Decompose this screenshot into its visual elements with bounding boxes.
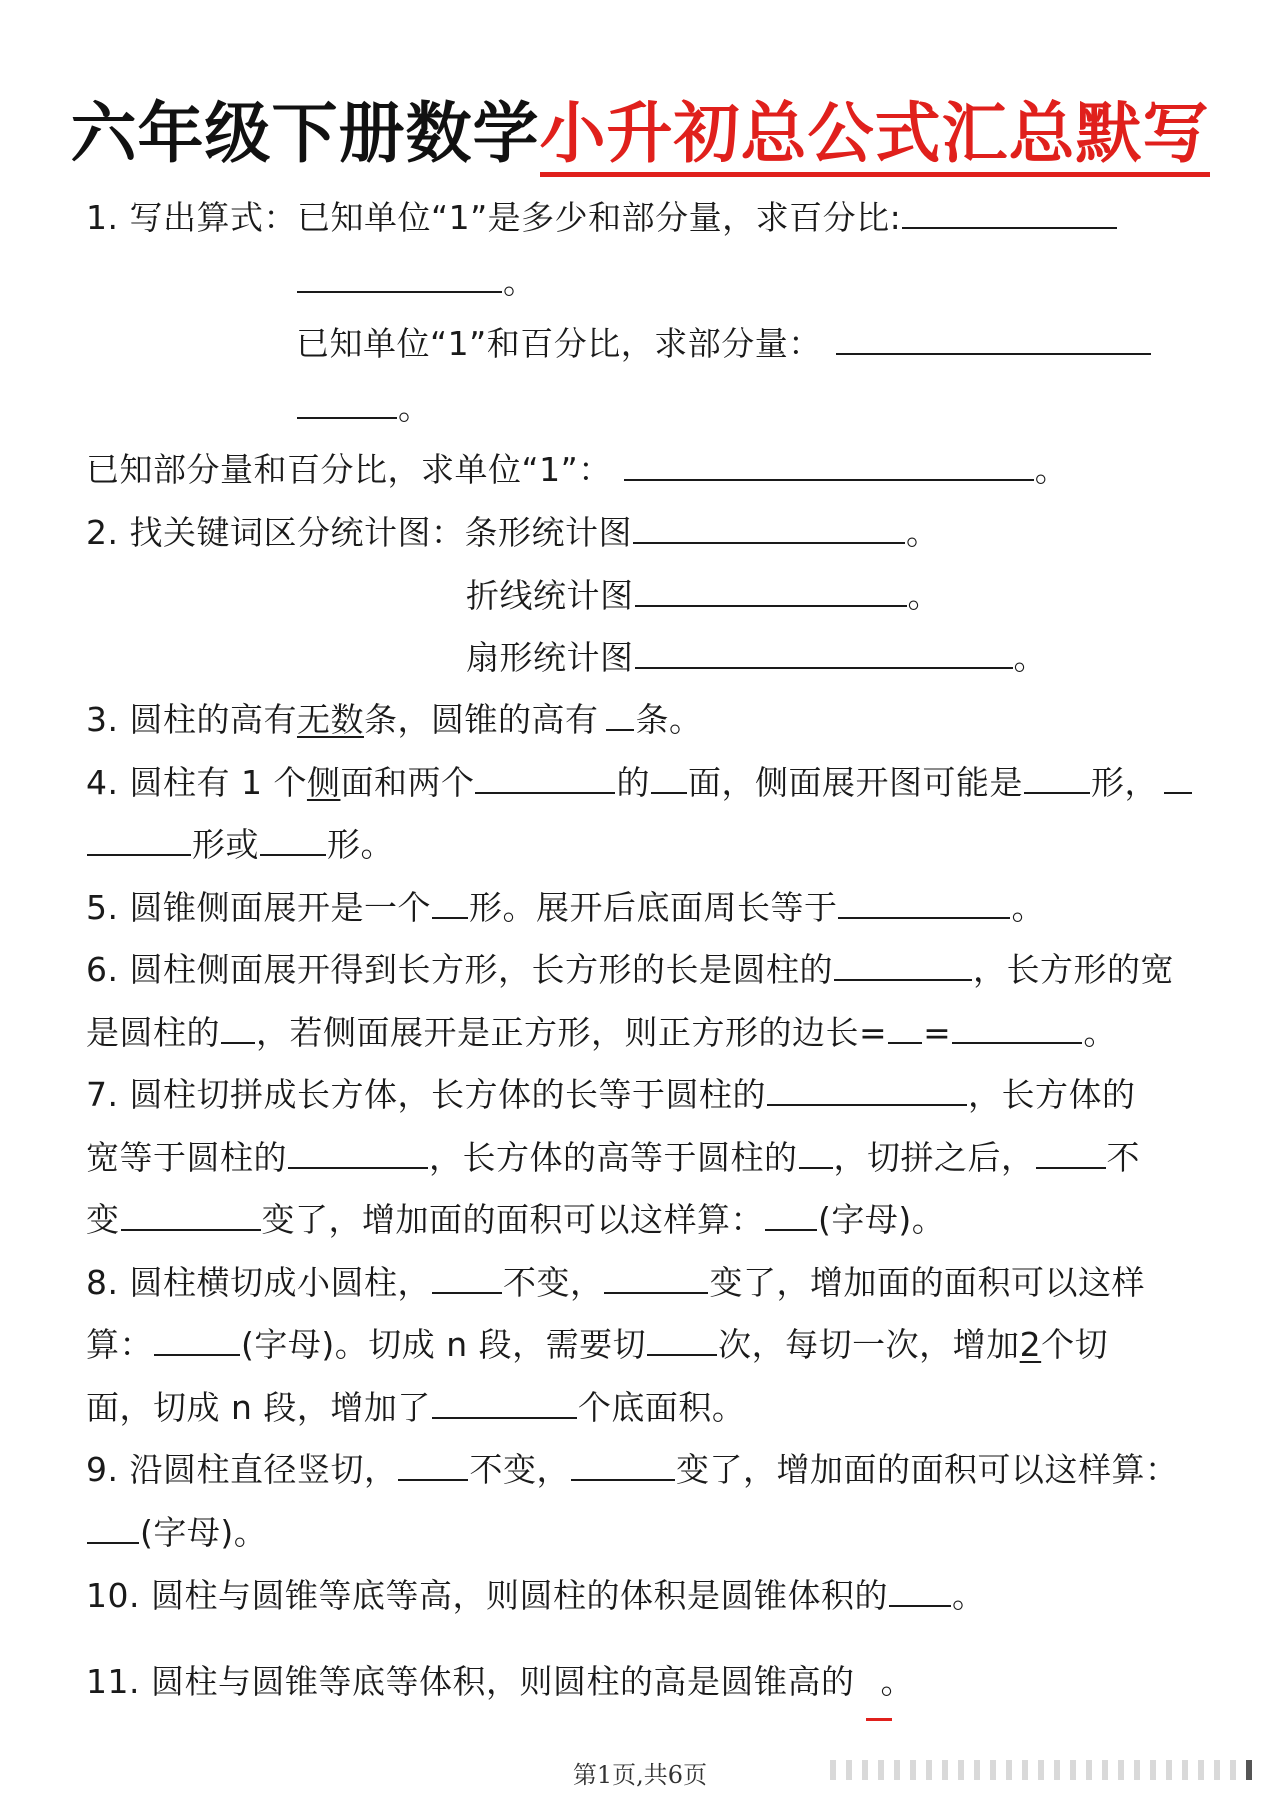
q9-text-b: 不变，	[469, 1450, 570, 1489]
q7-text-i: (字母)。	[818, 1200, 946, 1239]
q6-line-2	[86, 1011, 1117, 1055]
q1-period-3: 。	[1034, 450, 1069, 489]
q4-blank-4-cont[interactable]	[87, 824, 191, 856]
q7-line-3	[86, 1198, 945, 1242]
q7-blank-2[interactable]	[288, 1137, 428, 1169]
page-number-footer: 第1页,共6页	[572, 1761, 708, 1789]
q7-text-d: ，长方体的高等于圆柱的	[429, 1138, 798, 1177]
q3-text-a: 3. 圆柱的高有	[86, 700, 297, 739]
q1-period-2: 。	[398, 388, 432, 427]
title-part-1: 六年级下册数学	[70, 95, 540, 172]
q8-blank-5[interactable]	[432, 1387, 577, 1419]
q5-text-c: 。	[1011, 888, 1045, 927]
q4-text-d: 的	[616, 763, 650, 802]
q1-blank-1[interactable]	[902, 197, 1117, 229]
q2-blank-pie[interactable]	[635, 637, 1013, 669]
q7-blank-1[interactable]	[767, 1074, 967, 1106]
title-part-2-highlight: 小升初总公式汇总默写	[540, 95, 1210, 177]
q9-blank-2[interactable]	[571, 1449, 675, 1481]
q7-text-h: 变了，增加面的面积可以这样算：	[261, 1200, 764, 1239]
q6-text-a: 6. 圆柱侧面展开得到长方形，长方形的长是圆柱的	[86, 950, 833, 989]
q4-text-g: 形或	[192, 825, 259, 864]
q11-text-b: 。	[880, 1662, 914, 1701]
q6-text-c: 是圆柱的	[86, 1013, 220, 1052]
q4-blank-2[interactable]	[651, 762, 687, 794]
q1-line-1	[86, 196, 1118, 240]
q8-text-a: 8. 圆柱横切成小圆柱，	[86, 1263, 431, 1302]
q4-line-2	[86, 823, 394, 867]
q10-blank[interactable]	[889, 1575, 951, 1607]
q6-text-f: 。	[1083, 1013, 1117, 1052]
q3-text-d: 条。	[635, 700, 703, 739]
q1-text-a: 1. 写出算式：已知单位“1”是多少和部分量，求百分比:	[86, 198, 902, 237]
q4-blank-4[interactable]	[1164, 762, 1192, 794]
q8-blank-3[interactable]	[154, 1324, 240, 1356]
q9-line-2	[86, 1511, 267, 1555]
q3-line	[86, 698, 702, 742]
q11-red-underline-mark	[866, 1718, 892, 1721]
q7-text-b: ，长方体的	[967, 1075, 1136, 1114]
q2-period-1: 。	[905, 513, 940, 552]
q7-blank-5[interactable]	[121, 1199, 261, 1231]
q4-blank-1[interactable]	[475, 762, 615, 794]
q9-line-1	[86, 1448, 1178, 1492]
q4-text-f: 形，	[1090, 763, 1158, 802]
q10-line	[86, 1574, 985, 1618]
q7-text-e: ，切拼之后，	[833, 1138, 1035, 1177]
q1-line-5	[86, 448, 1068, 492]
q7-line-1	[86, 1073, 1135, 1117]
q9-text-d: (字母)。	[140, 1513, 268, 1552]
q6-text-b: ，长方形的宽	[972, 950, 1174, 989]
q8-line-2	[86, 1323, 1108, 1367]
q3-blank[interactable]	[606, 699, 634, 731]
q8-blank-1[interactable]	[432, 1262, 502, 1294]
q1-blank-3[interactable]	[624, 449, 1034, 481]
q5-blank-1[interactable]	[432, 887, 468, 919]
q4-blank-5[interactable]	[260, 824, 326, 856]
q7-blank-3[interactable]	[799, 1137, 833, 1169]
q11-line	[86, 1660, 914, 1704]
q1-text-c: 已知单位“1”和百分比，求部分量：	[296, 324, 822, 363]
q4-text-e: 面，侧面展开图可能是	[687, 763, 1023, 802]
q3-text-c: 条，圆锥的高有	[363, 700, 599, 739]
q5-text-a: 5. 圆锥侧面展开是一个	[86, 888, 431, 927]
q10-text-a: 10. 圆柱与圆锥等底等高，则圆柱的体积是圆锥体积的	[86, 1576, 888, 1615]
q1-period-1: 。	[503, 262, 537, 301]
q6-blank-1[interactable]	[834, 949, 972, 981]
q8-text-h: 个切	[1041, 1325, 1109, 1364]
q3-answer-wushu: 无数	[296, 700, 364, 739]
q1-blank-1-cont[interactable]	[297, 261, 502, 293]
q4-text-h: 形。	[327, 825, 394, 864]
q9-text-a: 9. 沿圆柱直径竖切，	[86, 1450, 398, 1489]
q7-text-g: 变	[86, 1200, 120, 1239]
q8-text-i: 面，切成 n 段，增加了	[86, 1388, 431, 1427]
q8-text-f: 次，每切一次，增加	[718, 1325, 1020, 1364]
q2-blank-line[interactable]	[635, 575, 907, 607]
q9-blank-1[interactable]	[398, 1449, 468, 1481]
q8-blank-4[interactable]	[647, 1324, 717, 1356]
q1-blank-2-cont[interactable]	[297, 387, 397, 419]
q8-text-e: (字母)。切成 n 段，需要切	[241, 1325, 647, 1364]
q7-text-f: 不	[1106, 1138, 1140, 1177]
q11-text-a: 11. 圆柱与圆锥等底等体积，则圆柱的高是圆锥高的	[86, 1662, 855, 1701]
q4-text-a: 4. 圆柱有 1 个	[86, 763, 307, 802]
q4-line-1	[86, 761, 1193, 805]
q7-line-2	[86, 1136, 1140, 1180]
q1-blank-2[interactable]	[836, 323, 1151, 355]
q7-blank-4[interactable]	[1036, 1137, 1106, 1169]
q6-blank-2[interactable]	[221, 1012, 255, 1044]
q8-text-d: 算：	[86, 1325, 153, 1364]
q9-blank-3[interactable]	[87, 1512, 139, 1544]
q2-blank-bar[interactable]	[633, 512, 905, 544]
q4-text-c: 面和两个	[340, 763, 475, 802]
q7-text-a: 7. 圆柱切拼成长方体，长方体的长等于圆柱的	[86, 1075, 766, 1114]
q8-answer-2: 2	[1019, 1325, 1042, 1364]
q8-line-1	[86, 1261, 1145, 1305]
q7-blank-6[interactable]	[765, 1199, 817, 1231]
q2-text-bar: 2. 找关键词区分统计图：条形统计图	[86, 513, 632, 552]
q8-blank-2[interactable]	[604, 1262, 708, 1294]
q6-line-1	[86, 948, 1174, 992]
q2-line-1	[86, 511, 939, 555]
watermark-bars	[830, 1760, 1260, 1780]
q6-text-e: =	[923, 1013, 952, 1052]
q4-underlined-side: 侧	[306, 763, 341, 802]
q4-blank-3[interactable]	[1024, 762, 1090, 794]
q2-text-pie: 扇形统计图	[466, 638, 634, 677]
q2-period-2: 。	[907, 576, 941, 615]
q2-line-3	[466, 636, 1047, 680]
q6-blank-4[interactable]	[952, 1012, 1082, 1044]
q2-text-line: 折线统计图	[466, 576, 634, 615]
q6-text-d: ，若侧面展开是正方形，则正方形的边长=	[256, 1013, 888, 1052]
q5-text-b: 形。展开后底面周长等于	[468, 888, 838, 927]
q8-text-j: 个底面积。	[577, 1388, 746, 1427]
q2-period-3: 。	[1013, 638, 1047, 677]
q5-line	[86, 886, 1045, 930]
q8-text-b: 不变，	[502, 1263, 604, 1302]
q10-text-b: 。	[951, 1576, 986, 1615]
q5-blank-2[interactable]	[838, 887, 1010, 919]
q9-text-c: 变了，增加面的面积可以这样算：	[675, 1450, 1179, 1489]
q1-line-3	[296, 322, 1152, 366]
page-title	[0, 92, 1280, 176]
q6-blank-3[interactable]	[888, 1012, 922, 1044]
q7-text-c: 宽等于圆柱的	[86, 1138, 287, 1177]
q1-line-4	[296, 386, 432, 430]
q1-text-e: 已知部分量和百分比，求单位“1”：	[86, 450, 612, 489]
q8-line-3	[86, 1386, 745, 1430]
q8-text-c: 变了，增加面的面积可以这样	[709, 1263, 1145, 1302]
q1-line-2	[296, 260, 537, 304]
q2-line-2	[466, 574, 941, 618]
